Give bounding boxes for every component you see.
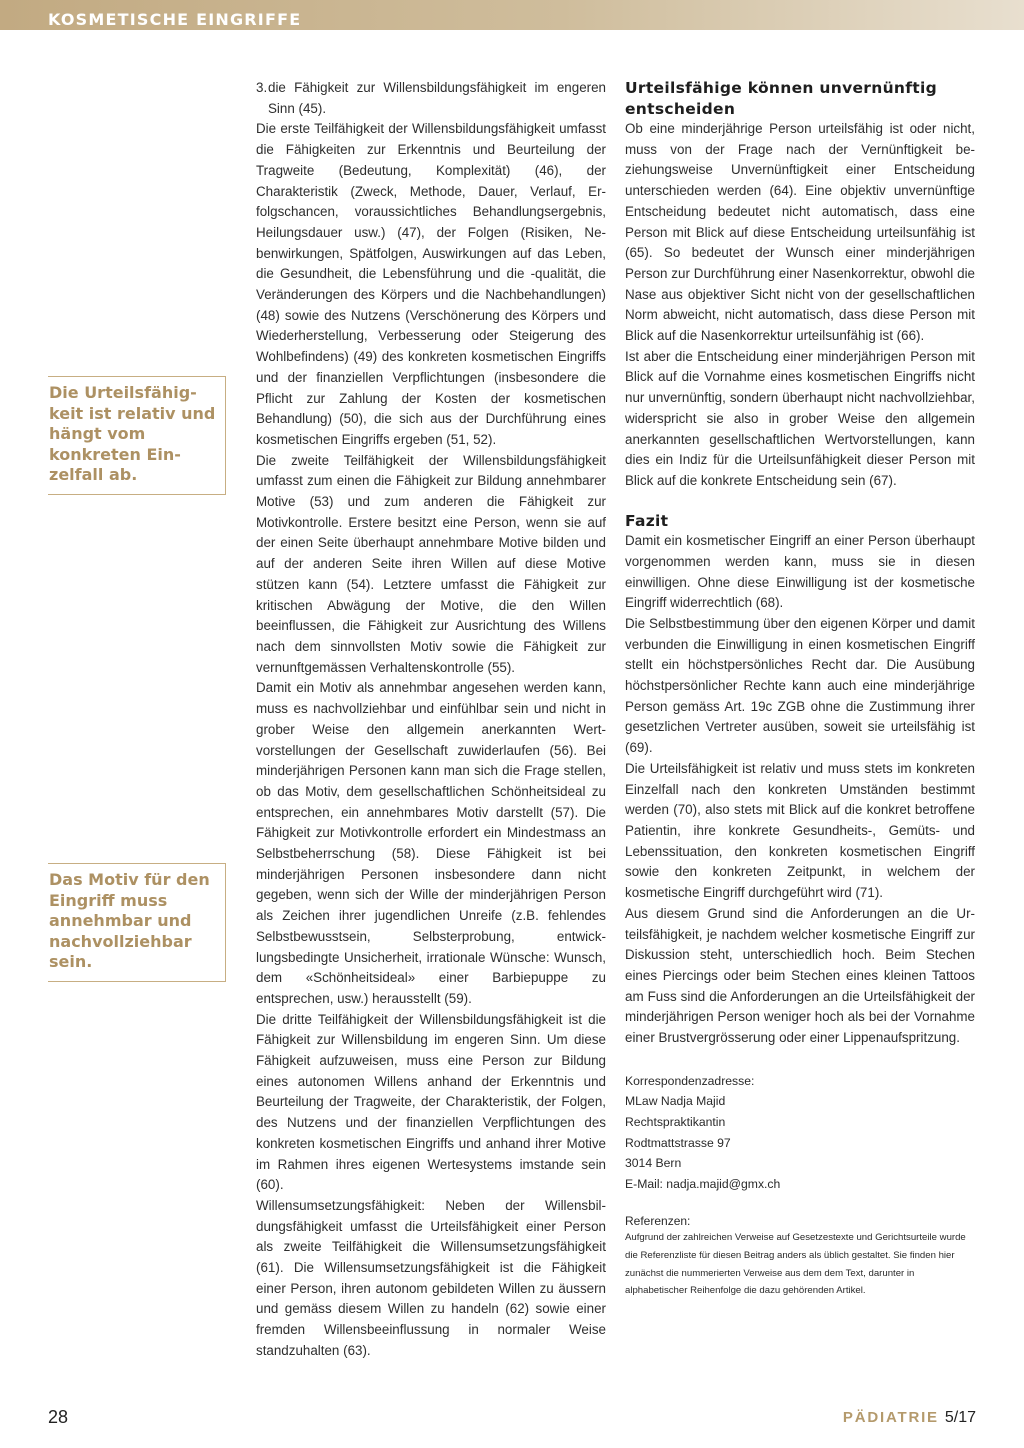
pull-quote <box>48 863 226 982</box>
section-title: KOSMETISCHE EINGRIFFE <box>48 10 302 29</box>
list-number: 3. <box>256 80 268 95</box>
journal-name: PÄDIATRIE <box>842 1409 939 1426</box>
references-block <box>625 1213 975 1300</box>
contact-block <box>625 1071 975 1195</box>
list-item <box>256 78 606 119</box>
pull-quote-text: Das Motiv für den Eingriff muss annehmbar und nachvollziehbar sein. <box>49 870 210 971</box>
pull-quote <box>48 376 226 495</box>
paragraph: Aus diesem Grund sind die Anforderungen an die Urteilsfähigkeit, je nachdem welcher kosmetische Eingriff zur Diskussion steht, unterschiedlich hoch. Beim Stechen eines Piercings oder beim Stechen eines kleinen Tattoos am Fuss sind die Anforderungen an die Urteilsfähigkeit der minderjährigen Person weniger hoch als bei der Vornahme einer Brustvergrösserung oder einer Lippenaufspritzung. <box>625 905 975 1046</box>
section-heading: Urteilsfähige können unvernünftig entscheiden <box>625 79 938 118</box>
journal-issue: 5/17 <box>944 1409 976 1426</box>
paragraph: Die Selbstbestimmung über den eigenen Körper und damit verbunden die Einwilligung in einen kosmetischen Eingriff stellt ein höchstpersönliches Recht dar. Die Ausübung höchstpersönlicher Rechte kann auch eine minderjährige Person gemäss Art. 19c ZGB ohne die Zustimmung ihrer gesetzlichen Vertreter ausüben, soweit sie urteilsfähig ist (69). <box>625 615 975 756</box>
page-number: 28 <box>48 1407 69 1427</box>
contact-name: MLaw Nadja Majid <box>625 1094 726 1109</box>
contact-street: Rodtmattstrasse 97 <box>625 1135 731 1150</box>
pull-quote-text: Die Urteilsfähigkeit ist relativ und hängt vom konkreten Einzelfall ab. <box>49 383 216 484</box>
list-text: die Fähigkeit zur Willensbildungsfähigkeit im engeren Sinn (45). <box>268 80 606 116</box>
references-text: Aufgrund der zahlreichen Verweise auf Gesetzestexte und Gerichtsurteile wurde die Referenzliste für diesen Beitrag anders als üblich gestaltet. Sie finden hier zunächst die nummerierten Verweise aus dem dem Text, darunter in alphabetischer Reihenfolge die dazu gehörenden Artikel. <box>625 1232 966 1297</box>
paragraph: Damit ein Motiv als annehmbar angesehen werden kann, muss es nachvollziehbar und einfühlbar sein und nicht in grober Weise den allgemein anerkannten Wertvorstellungen der Gesellschaft zuwiderlaufen (56). Bei minderjährigen Personen kann man sich die Frage stellen, ob das Motiv, dem gesellschaftlichen Schönheitsideal zu entsprechen, ein annehmbares Motiv darstellt (57). Die Fähigkeit zur Motivkontrolle erfordert ein Mindestmass an Selbstbeherrschung (58). Diese Fähigkeit ist bei minderjährigen Personen insbesondere dann nicht gegeben, wenn sich der Wille der minderjährigen Person als Zeichen ihrer jugendlichen Unreife (z.B. fehlendes Selbstbewusstsein, Selbsterprobung, entwicklungsbedingte Unsicherheit, irrationale Wünsche: Wunsch, dem «Schönheitsideal» einer Barbiepuppe zu entsprechen, usw.) herausstellt (59). <box>256 680 606 1006</box>
contact-city: 3014 Bern <box>625 1156 682 1171</box>
paragraph: Damit ein kosmetischer Eingriff an einer Person überhaupt vorgenommen werden kann, muss sie in diesen einwilligen. Ohne diese Einwilligung ist der kosmetische Eingriff widerrechtlich (68). <box>625 533 975 611</box>
right-column <box>625 78 975 1300</box>
contact-label: Korrespondenzadresse: <box>625 1073 755 1088</box>
paragraph: Die dritte Teilfähigkeit der Willensbildungsfähigkeit ist die Fähigkeit zur Willensbildung im engeren Sinn. Um diese Fähigkeit aufzuweisen, muss eine Person zur Bildung eines autonomen Willens anhand der Erkenntnis und Beurteilung der Tragweite, der Charakteristik, der Folgen, des Nutzens und der finanziellen Verpflichtungen des konkreten kosmetischen Eingriffs und anhand ihrer Motive im Rahmen ihres eigenen Wertesystems imstande sein (60). <box>256 1011 606 1193</box>
paragraph: Ist aber die Entscheidung einer minderjährigen Person mit Blick auf die Vornahme eines kosmetischen Eingriffs nicht nur unvernünftig, sondern überhaupt nicht nachvollziehbar, widerspricht sie also in grober Weise den allgemein anerkannten gesellschaftlichen Wertvorstellungen, kann dies ein Indiz für die Urteilsunfähigkeit dieser Person mit Blick auf die konkrete Entscheidung sein (67). <box>625 348 975 488</box>
contact-email[interactable]: E-Mail: nadja.majid@gmx.ch <box>625 1176 781 1191</box>
middle-column <box>256 78 606 1362</box>
paragraph: Ob eine minderjährige Person urteilsfähig ist oder nicht, muss von der Frage nach der Vernünftigkeit beziehungsweise Unvernünftigkeit einer Entscheidung unterschieden werden (64). Eine objektiv unvernünftige Entscheidung bedeutet nicht automatisch, dass eine Person mit Blick auf diese Entscheidung urteilsunfähig ist (65). So bedeutet der Wunsch einer minderjährigen Person zur Durchführung einer Nasenkorrektur, obwohl die Nase aus objektiver Sicht nicht von der gesellschaftlichen Norm abweicht, nicht automatisch, dass diese Person mit Blick auf die Nasenkorrektur urteilsunfähig ist (66). <box>625 121 975 344</box>
references-title: Referenzen: <box>625 1214 691 1229</box>
contact-role: Rechtspraktikantin <box>625 1114 726 1129</box>
paragraph: Die Urteilsfähigkeit ist relativ und muss stets im konkreten Einzelfall nach den konkreten Umständen bestimmt werden (70), also stets mit Blick auf die konkret betroffene Patientin, ihre konkrete Gesundheits-, Gemüts- und Lebenssituation, den konkreten kosmetischen Eingriff sowie den konkreten Zeitpunkt, in welchem der kosmetische Eingriff durchgeführt wird (71). <box>625 760 975 901</box>
journal-footer <box>843 1407 976 1429</box>
paragraph: Willensumsetzungsfähigkeit: Neben der Willensbildungsfähigkeit umfasst die Urteilsfähigkeit einer Person als zweite Teilfähigkeit die Willensumsetzungsfähigkeit (61). Die Willensumsetzungsfähigkeit ist die Fähigkeit einer Person, ihren autonom gebildeten Willen zu äussern und gemäss diesem Willen zu handeln (62) sowie einer fremden Willensbeeinflussung in normaler Weise standzuhalten (63). <box>256 1197 606 1358</box>
paragraph: Die erste Teilfähigkeit der Willensbildungsfähigkeit umfasst die Fähigkeiten zur Erkenntnis und Beurteilung der Tragweite (Bedeutung, Komplexität) (46), der Charakteristik (Zweck, Methode, Dauer, Verlauf, Erfolgschancen, voraussichtliches Behandlungsergebnis, Heilungsdauer usw.) (47), der Folgen (Risiken, Nebenwirkungen, Spätfolgen, Auswirkungen auf das Leben, die Gesundheit, die Lebensführung und die -qualität, die Veränderungen des Körpers und die Nachbehandlungen) (48) sowie des Nutzens (Verschönerung des Körpers und Wiederherstellung, Verbesserung oder Steigerung des Wohlbefindens) (49) des konkreten kosmetischen Eingriffs und der finanziellen Verpflichtungen (insbesondere die Pflicht zur Zahlung der Kosten der kosmetischen Behandlung) (50), die sich aus der Durchführung eines kosmetischen Eingriffs ergeben (51, 52). <box>256 121 606 447</box>
paragraph: Die zweite Teilfähigkeit der Willensbildungsfähigkeit umfasst zum einen die Fähigkeit zur Bildung annehmbarer Motive (53) und zum anderen die Fähigkeit zur Motivkontrolle. Erstere besitzt eine Person, wenn sie auf der einen Seite überhaupt annehmbare Motive bilden und auf der anderen Seite ihren Willen auf diese Motive stützen kann (54). Letztere umfasst die Fähigkeit zur kritischen Abwägung der Motive, die den Willen beeinflussen, die Fähigkeit zur Ausrichtung des Willens nach dem sinnvollsten Motiv sowie die Fähigkeit zur vernunftgemässen Verhaltenskontrolle (55). <box>256 452 606 675</box>
section-heading: Fazit <box>625 511 669 530</box>
